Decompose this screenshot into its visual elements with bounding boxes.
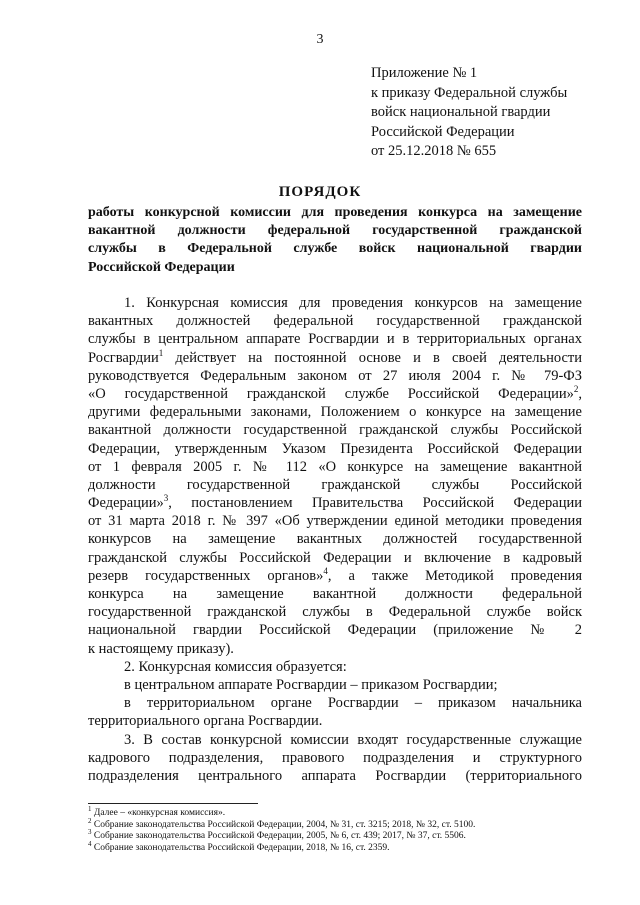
body-line (88, 349, 582, 367)
appendix-line: Российской Федерации (371, 123, 515, 140)
page-number: 3 (316, 32, 324, 47)
footnote-ref-1: 1 (158, 347, 164, 358)
body-line: должности государственной гражданской службы Российской (88, 476, 582, 493)
document-body (88, 294, 582, 785)
body-text: , а также Методикой проведения (327, 567, 582, 584)
body-line: другими федеральными законами, Положением о конкурсе на замещение (88, 404, 582, 421)
footnote-text: Собрание законодательства Российской Федерации, 2005, № 6, ст. 439; 2017, № 37, ст. 5506. (91, 831, 466, 841)
body-line (88, 494, 582, 512)
subtitle-line: работы конкурсной комиссии для проведения конкурса на замещение (88, 205, 582, 220)
footnotes (88, 804, 582, 854)
footnote-text: Собрание законодательства Российской Федерации, 2018, № 16, ст. 2359. (91, 842, 390, 853)
footnote (88, 804, 582, 820)
body-line: вакантной должности государственной гражданской службы Российской (88, 422, 582, 439)
document-title: ПОРЯДОК (278, 184, 362, 200)
body-text: действует на постоянной основе и в своей деятельности (163, 349, 582, 366)
body-text: резерв государственных органов» (88, 567, 324, 584)
body-line: государственной гражданской службы в Федеральной службе войск (88, 604, 582, 621)
body-line: конкурса на замещение вакантной должности федеральной (88, 586, 582, 602)
footnote-mark: 4 (88, 839, 92, 848)
appendix-line: от 25.12.2018 № 655 (371, 143, 497, 159)
body-text: Росгвардии (88, 349, 159, 366)
body-line: 2. Конкурсная комиссия образуется: (124, 658, 347, 675)
footnote-ref-4: 4 (323, 565, 328, 576)
body-line: от 1 февраля 2005 г. № 112 «О конкурсе на замещение вакантной (88, 458, 582, 475)
body-text: «О государственной гражданской службе Российской Федерации» (88, 385, 574, 402)
document-subtitle (88, 204, 582, 277)
footnote (88, 827, 582, 843)
footnote-text: Собрание законодательства Российской Федерации, 2004, № 31, ст. 3215; 2018, № 32, ст. 5100. (91, 819, 476, 830)
body-text: Федерации» (88, 495, 164, 512)
footnote-ref-2: 2 (573, 384, 579, 395)
body-line (88, 385, 582, 403)
footnote-ref-3: 3 (163, 493, 169, 504)
body-line: конкурсов на замещение вакантных должностей государственной (88, 531, 582, 548)
body-line: подразделения центрального аппарата Росгвардии (территориального (88, 767, 582, 784)
footnote (88, 816, 582, 832)
body-line: службы в центральном аппарате Росгвардии и в территориальных органах (88, 331, 582, 348)
body-line: 1. Конкурсная комиссия для проведения конкурсов на замещение (124, 295, 582, 311)
body-line: территориального органа Росгвардии. (88, 713, 323, 730)
body-text: , (578, 385, 582, 402)
body-line: 3. В состав конкурсной комиссии входят государственные служащие (124, 731, 582, 748)
body-line: в центральном аппарате Росгвардии – приказом Росгвардии; (124, 676, 498, 693)
appendix-block (371, 64, 567, 162)
body-line: кадрового подразделения, правового подразделения и структурного (88, 749, 582, 766)
footnote-mark: 1 (88, 804, 92, 813)
appendix-line: к приказу Федеральной службы (371, 84, 568, 101)
subtitle-line: службы в Федеральной службе войск национальной гвардии (88, 241, 582, 257)
subtitle-line: Российской Федерации (88, 259, 235, 275)
footnote-divider (88, 803, 258, 804)
footnote (88, 839, 582, 855)
body-line: Федерации, утвержденным Указом Президента Российской Федерации (88, 440, 582, 457)
body-line: в территориальном органе Росгвардии – приказом начальника (124, 695, 582, 712)
body-line: к настоящему приказу). (88, 640, 234, 657)
footnote-mark: 3 (88, 827, 92, 836)
body-line: национальной гвардии Российской Федерации (приложение № 2 (88, 622, 582, 639)
body-line: вакантных должностей федеральной государственной гражданской (88, 313, 582, 330)
appendix-line: Приложение № 1 (371, 65, 478, 81)
footnote-mark: 2 (88, 816, 92, 825)
body-text: , постановлением Правительства Российской Федерации (168, 495, 582, 512)
appendix-line: войск национальной гвардии (371, 104, 551, 120)
body-line: руководствуется Федеральным законом от 27 июля 2004 г. № 79-ФЗ (88, 367, 582, 384)
body-line: от 31 марта 2018 г. № 397 «Об утверждении единой методики проведения (88, 513, 582, 530)
body-line: гражданской службы Российской Федерации и включение в кадровый (88, 549, 582, 566)
footnote-text: Далее – «конкурсная комиссия». (91, 808, 226, 818)
body-line (88, 567, 582, 585)
subtitle-line: вакантной должности федеральной государственной гражданской (88, 223, 582, 239)
